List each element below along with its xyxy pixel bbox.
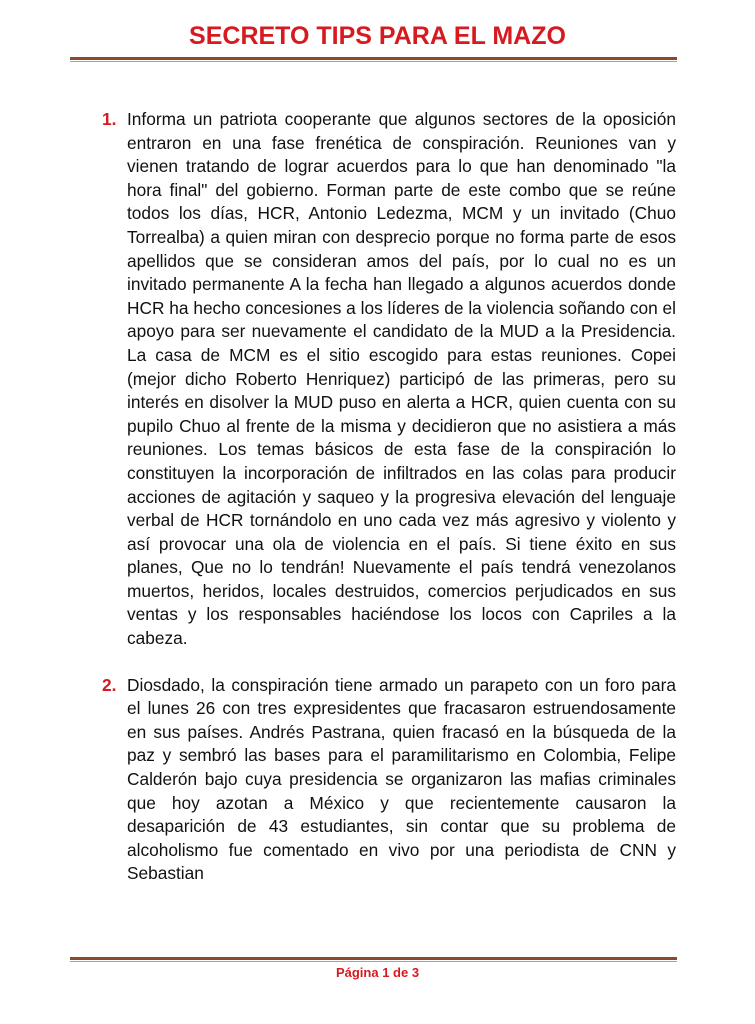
list-item bbox=[102, 108, 676, 651]
document-body bbox=[102, 108, 676, 886]
list-item-text: Diosdado, la conspiración tiene armado un parapeto con un foro para el lunes 26 con tres expresidentes que fracasaron estruendosamente en sus países. Andrés Pastrana, quien fracasó en la búsqueda de la paz y sembró las bases para el paramilitarismo en Colombia, Felipe Calderón bajo cuya presidencia se organizaron las mafias criminales que hoy azotan a México y que recientemente causaron la desaparición de 43 estudiantes, sin contar que su problema de alcoholismo fue comentado en vivo por una periodista de CNN y Sebastian bbox=[127, 674, 676, 884]
list-item-number: 1. bbox=[102, 109, 117, 129]
page-number: Página 1 de 3 bbox=[335, 965, 420, 980]
list-item-number: 2. bbox=[102, 674, 117, 695]
list-item bbox=[102, 674, 676, 886]
footer-divider bbox=[70, 957, 677, 960]
header-divider bbox=[70, 57, 677, 60]
list-item-text: Informa un patriota cooperante que algunos sectores de la oposición entraron en una fase frenética de conspiración. Reuniones van y vienen tratando de lograr acuerdos para lo que han denominado "la hora final" del gobierno. Forman parte de este combo que se reúne todos los días, HCR, Antonio Ledezma, MCM y un invitado (Chuo Torrealba) a quien miran con desprecio porque no forma parte de esos apellidos que se consideran amos del país, por lo cual no es un invitado permanente A la fecha han llegado a algunos acuerdos donde HCR ha hecho concesiones a los líderes de la violencia soñando con el apoyo para ser nuevamente el candidato de la MUD a la Presidencia. La casa de MCM es el sitio escogido para estas reuniones. Copei (mejor dicho Roberto Henriquez) participó de las primeras, pero su interés en disolver la MUD puso en alerta a HCR, quien cuenta con su pupilo Chuo al frente de la misma y decidieron que no asistiera a más reuniones. Los temas básicos de esta fase de la conspiración lo constituyen la incorporación de infiltrados en las colas para producir acciones de agitación y saqueo y la progresiva elevación del lenguaje verbal de HCR tornándolo en uno cada vez más agresivo y violento y así provocar una ola de violencia en el país. Si tiene éxito en sus planes, Que no lo tendrán! Nuevamente el país tendrá venezolanos muertos, heridos, locales destruidos, comercios perjudicados en sus ventas y los responsables haciéndose los locos con Capriles a la cabeza. bbox=[127, 109, 676, 649]
document-title: SECRETO TIPS PARA EL MAZO bbox=[189, 22, 566, 50]
